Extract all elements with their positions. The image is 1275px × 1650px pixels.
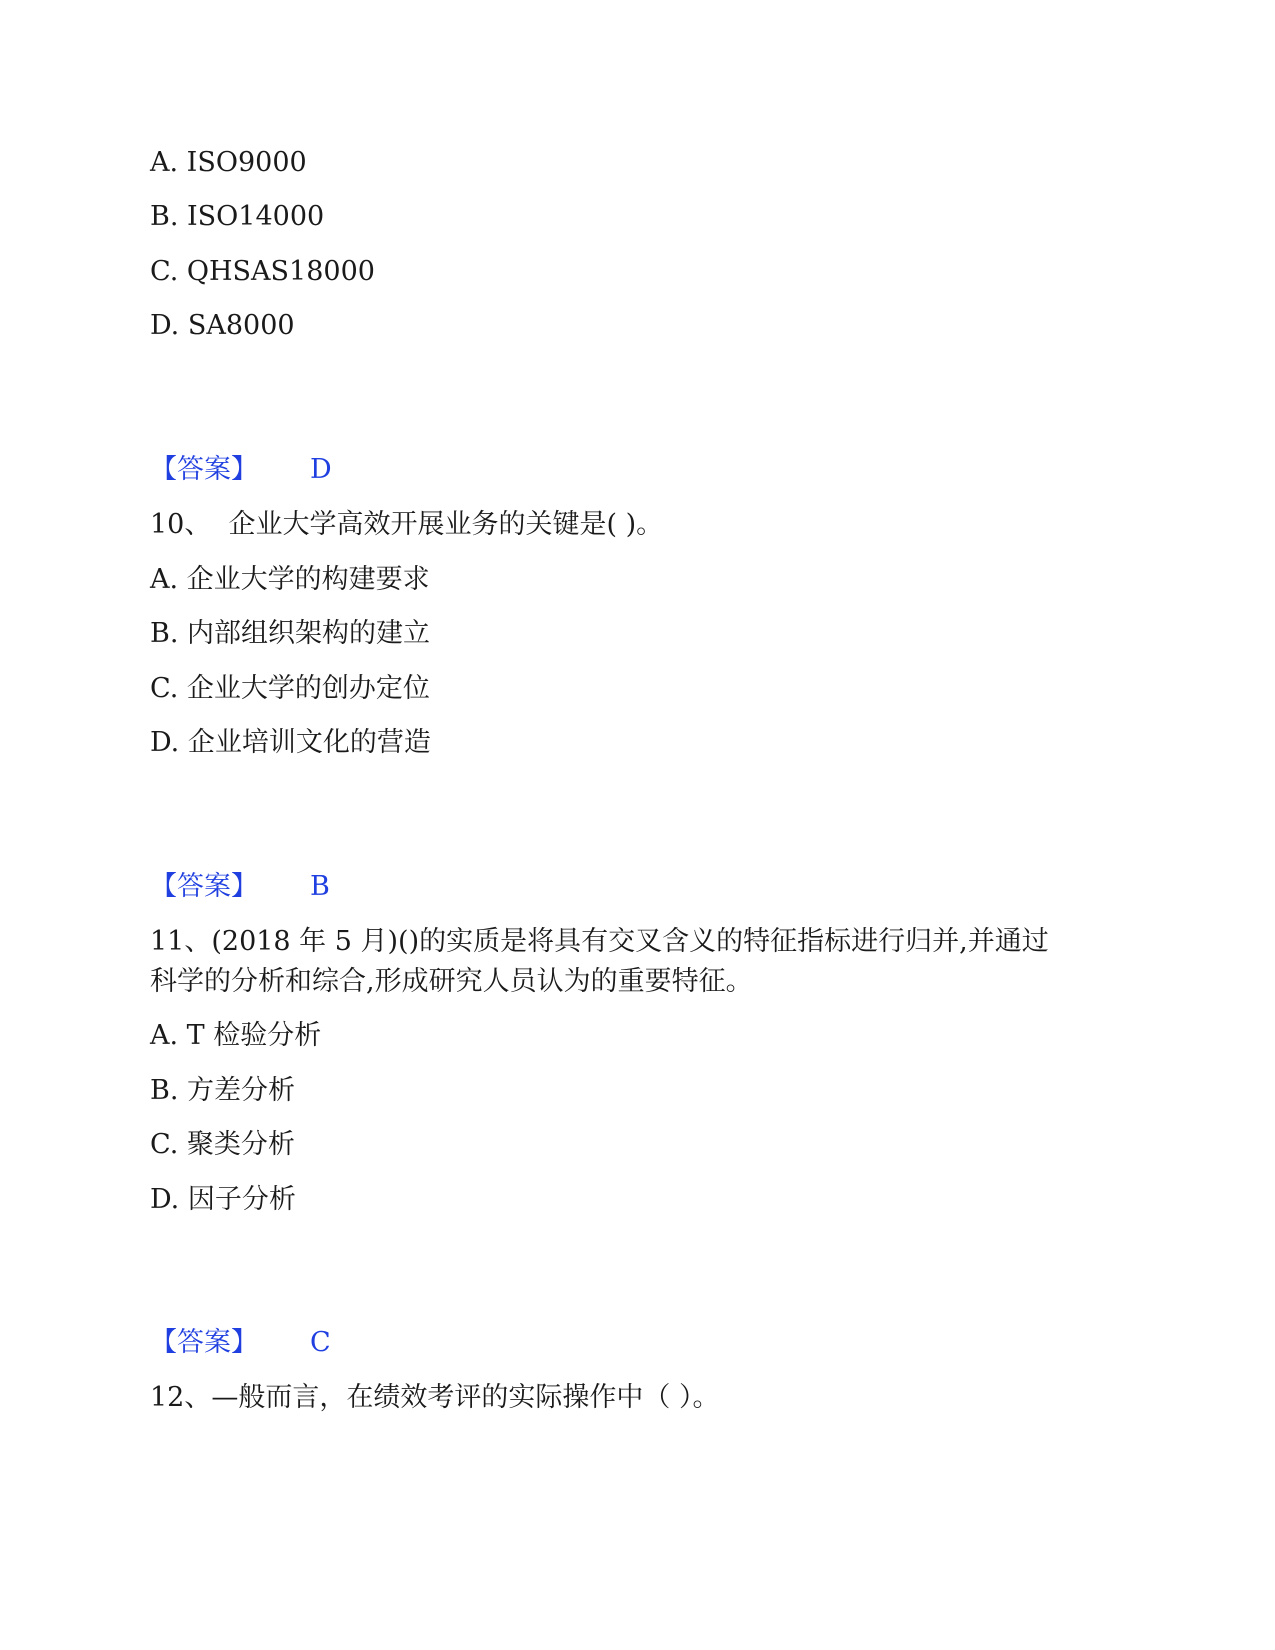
answer-letter: B <box>310 871 330 902</box>
q10-option-c: C. 企业大学的创办定位 <box>150 673 430 704</box>
q10-option-a: A. 企业大学的构建要求 <box>150 564 430 595</box>
q11-option-c: C. 聚类分析 <box>150 1129 295 1160</box>
q11-stem-line1: 11、(2018 年 5 月)()的实质是将具有交叉含义的特征指标进行归并,并通过 <box>150 926 1049 957</box>
q9-option-b: B. ISO14000 <box>150 201 325 232</box>
q10-option-d: D. 企业培训文化的营造 <box>150 727 431 758</box>
q10-option-b: B. 内部组织架构的建立 <box>150 618 431 649</box>
q11-option-d: D. 因子分析 <box>150 1184 296 1215</box>
q11-option-b: B. 方差分析 <box>150 1075 296 1106</box>
q11-answer <box>150 1323 331 1363</box>
q9-answer <box>150 450 332 490</box>
q10-answer <box>150 867 330 907</box>
q12-stem: 12、—般而言，在绩效考评的实际操作中（ ）。 <box>150 1382 720 1413</box>
q9-option-a: A. ISO9000 <box>150 147 307 178</box>
q11-option-a: A. T 检验分析 <box>150 1020 322 1051</box>
q10-stem: 10、 企业大学高效开展业务的关键是( )。 <box>150 509 664 540</box>
answer-letter: C <box>310 1327 331 1358</box>
q9-option-d: D. SA8000 <box>150 310 295 341</box>
q9-option-c: C. QHSAS18000 <box>150 256 375 287</box>
answer-label: 【答案】 <box>150 454 258 485</box>
answer-label: 【答案】 <box>150 1327 258 1358</box>
answer-label: 【答案】 <box>150 871 258 902</box>
q11-stem-line2: 科学的分析和综合,形成研究人员认为的重要特征。 <box>150 966 753 997</box>
answer-letter: D <box>310 454 332 485</box>
